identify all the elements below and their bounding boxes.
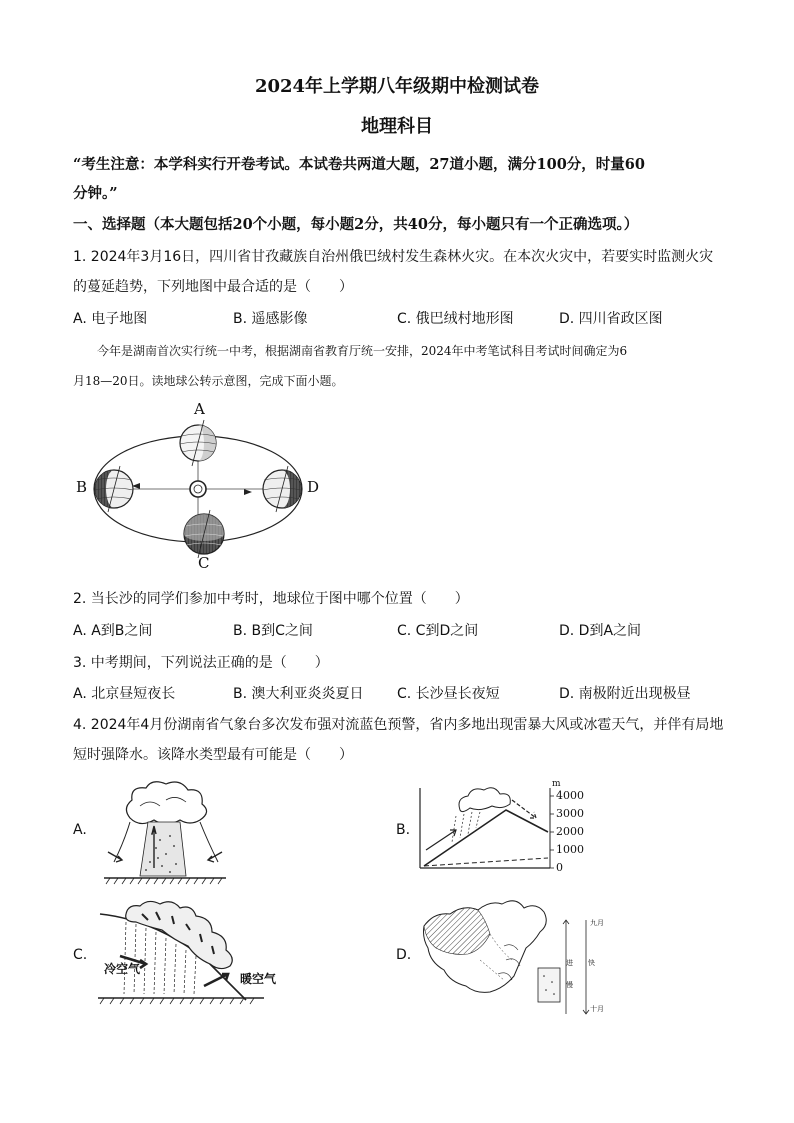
q3-option-d: D. 南极附近出现极昼	[559, 686, 691, 702]
q4-label-a: A.	[73, 822, 87, 838]
fig-b-tick-4000: 4000	[556, 789, 584, 802]
q4-stem-line-2: 短时强降水。该降水类型最有可能是（ ）	[73, 747, 353, 763]
frontal-rain-diagram	[96, 900, 266, 1008]
notice-line-1: “考生注意：本学科实行开卷考试。本试卷共两道大题，27道小题，满分100分，时量60	[73, 156, 645, 173]
q4-stem-line-1: 4. 2024年4月份湖南省气象台多次发布强对流蓝色预警，省内多地出现雷暴大风或冰雹天气，并伴有局地	[73, 717, 724, 733]
q2-option-c: C. C到D之间	[397, 623, 479, 639]
q1-stem-line-2: 的蔓延趋势，下列地图中最合适的是（ ）	[73, 279, 353, 295]
earth-position-c-icon	[184, 510, 224, 558]
earth-position-a-icon	[180, 420, 216, 466]
earth-orbit-diagram	[74, 398, 334, 573]
q2-option-a: A. A到B之间	[73, 623, 153, 639]
passage-line-2: 月18—20日。读地球公转示意图，完成下面小题。	[73, 374, 344, 388]
fig-d-top-label: 九月	[590, 919, 604, 927]
orbit-label-d: D	[307, 478, 320, 496]
fig-d-fast-label: 快	[588, 959, 595, 967]
q2-stem: 2. 当长沙的同学们参加中考时，地球位于图中哪个位置（ ）	[73, 591, 469, 607]
q4-label-c: C.	[73, 947, 88, 963]
section-heading: 一、选择题（本大题包括20个小题，每小题2分，共40分，每小题只有一个正确选项。）	[73, 216, 639, 233]
orbit-label-a: A	[194, 400, 205, 418]
fig-b-tick-0: 0	[556, 861, 563, 874]
sun-icon	[190, 481, 206, 497]
q2-option-b: B. B到C之间	[233, 623, 313, 639]
fig-b-tick-2000: 2000	[556, 825, 584, 838]
page-title: 2024年上学期八年级期中检测试卷	[254, 76, 540, 97]
q1-option-b: B. 遥感影像	[233, 311, 308, 327]
q3-option-a: A. 北京昼短夜长	[73, 686, 176, 702]
fig-b-tick-1000: 1000	[556, 843, 584, 856]
q4-label-d: D.	[396, 947, 412, 963]
fig-c-warm-air-label: 暖空气	[240, 972, 277, 986]
q4-label-b: B.	[396, 822, 411, 838]
monsoon-map-diagram	[420, 890, 602, 1016]
q3-option-c: C. 长沙昼长夜短	[397, 686, 500, 702]
orbit-label-b: B	[76, 478, 88, 496]
earth-position-b-icon	[95, 466, 133, 512]
q1-option-c: C. 俄巴绒村地形图	[397, 311, 514, 327]
fig-d-advance-label: 进	[566, 959, 573, 967]
fig-b-tick-3000: 3000	[556, 807, 584, 820]
q2-option-d: D. D到A之间	[559, 623, 642, 639]
convection-rain-diagram	[100, 778, 230, 886]
page-subtitle: 地理科目	[361, 116, 433, 137]
q1-stem-line-1: 1. 2024年3月16日，四川省甘孜藏族自治州俄巴绒村发生森林火灾。在本次火灾中，若要实时监测火灾	[73, 249, 714, 265]
q3-option-b: B. 澳大利亚炎炎夏日	[233, 686, 364, 702]
fig-c-cold-air-label: 冷空气	[104, 962, 141, 976]
q3-stem: 3. 中考期间，下列说法正确的是（ ）	[73, 655, 329, 671]
notice-line-2: 分钟。”	[73, 185, 118, 202]
passage-line-1: 今年是湖南首次实行统一中考，根据湖南省教育厅统一安排，2024年中考笔试科目考试时间确定为6	[97, 344, 628, 358]
orbit-label-c: C	[198, 554, 210, 572]
fig-d-slow-label: 慢	[566, 981, 573, 989]
earth-position-d-icon	[263, 466, 301, 512]
fig-d-bottom-label: 十月	[590, 1005, 604, 1013]
fig-b-unit: m	[552, 779, 561, 789]
orographic-rain-diagram	[416, 780, 576, 875]
q1-option-d: D. 四川省政区图	[559, 311, 663, 327]
q1-option-a: A. 电子地图	[73, 311, 148, 327]
